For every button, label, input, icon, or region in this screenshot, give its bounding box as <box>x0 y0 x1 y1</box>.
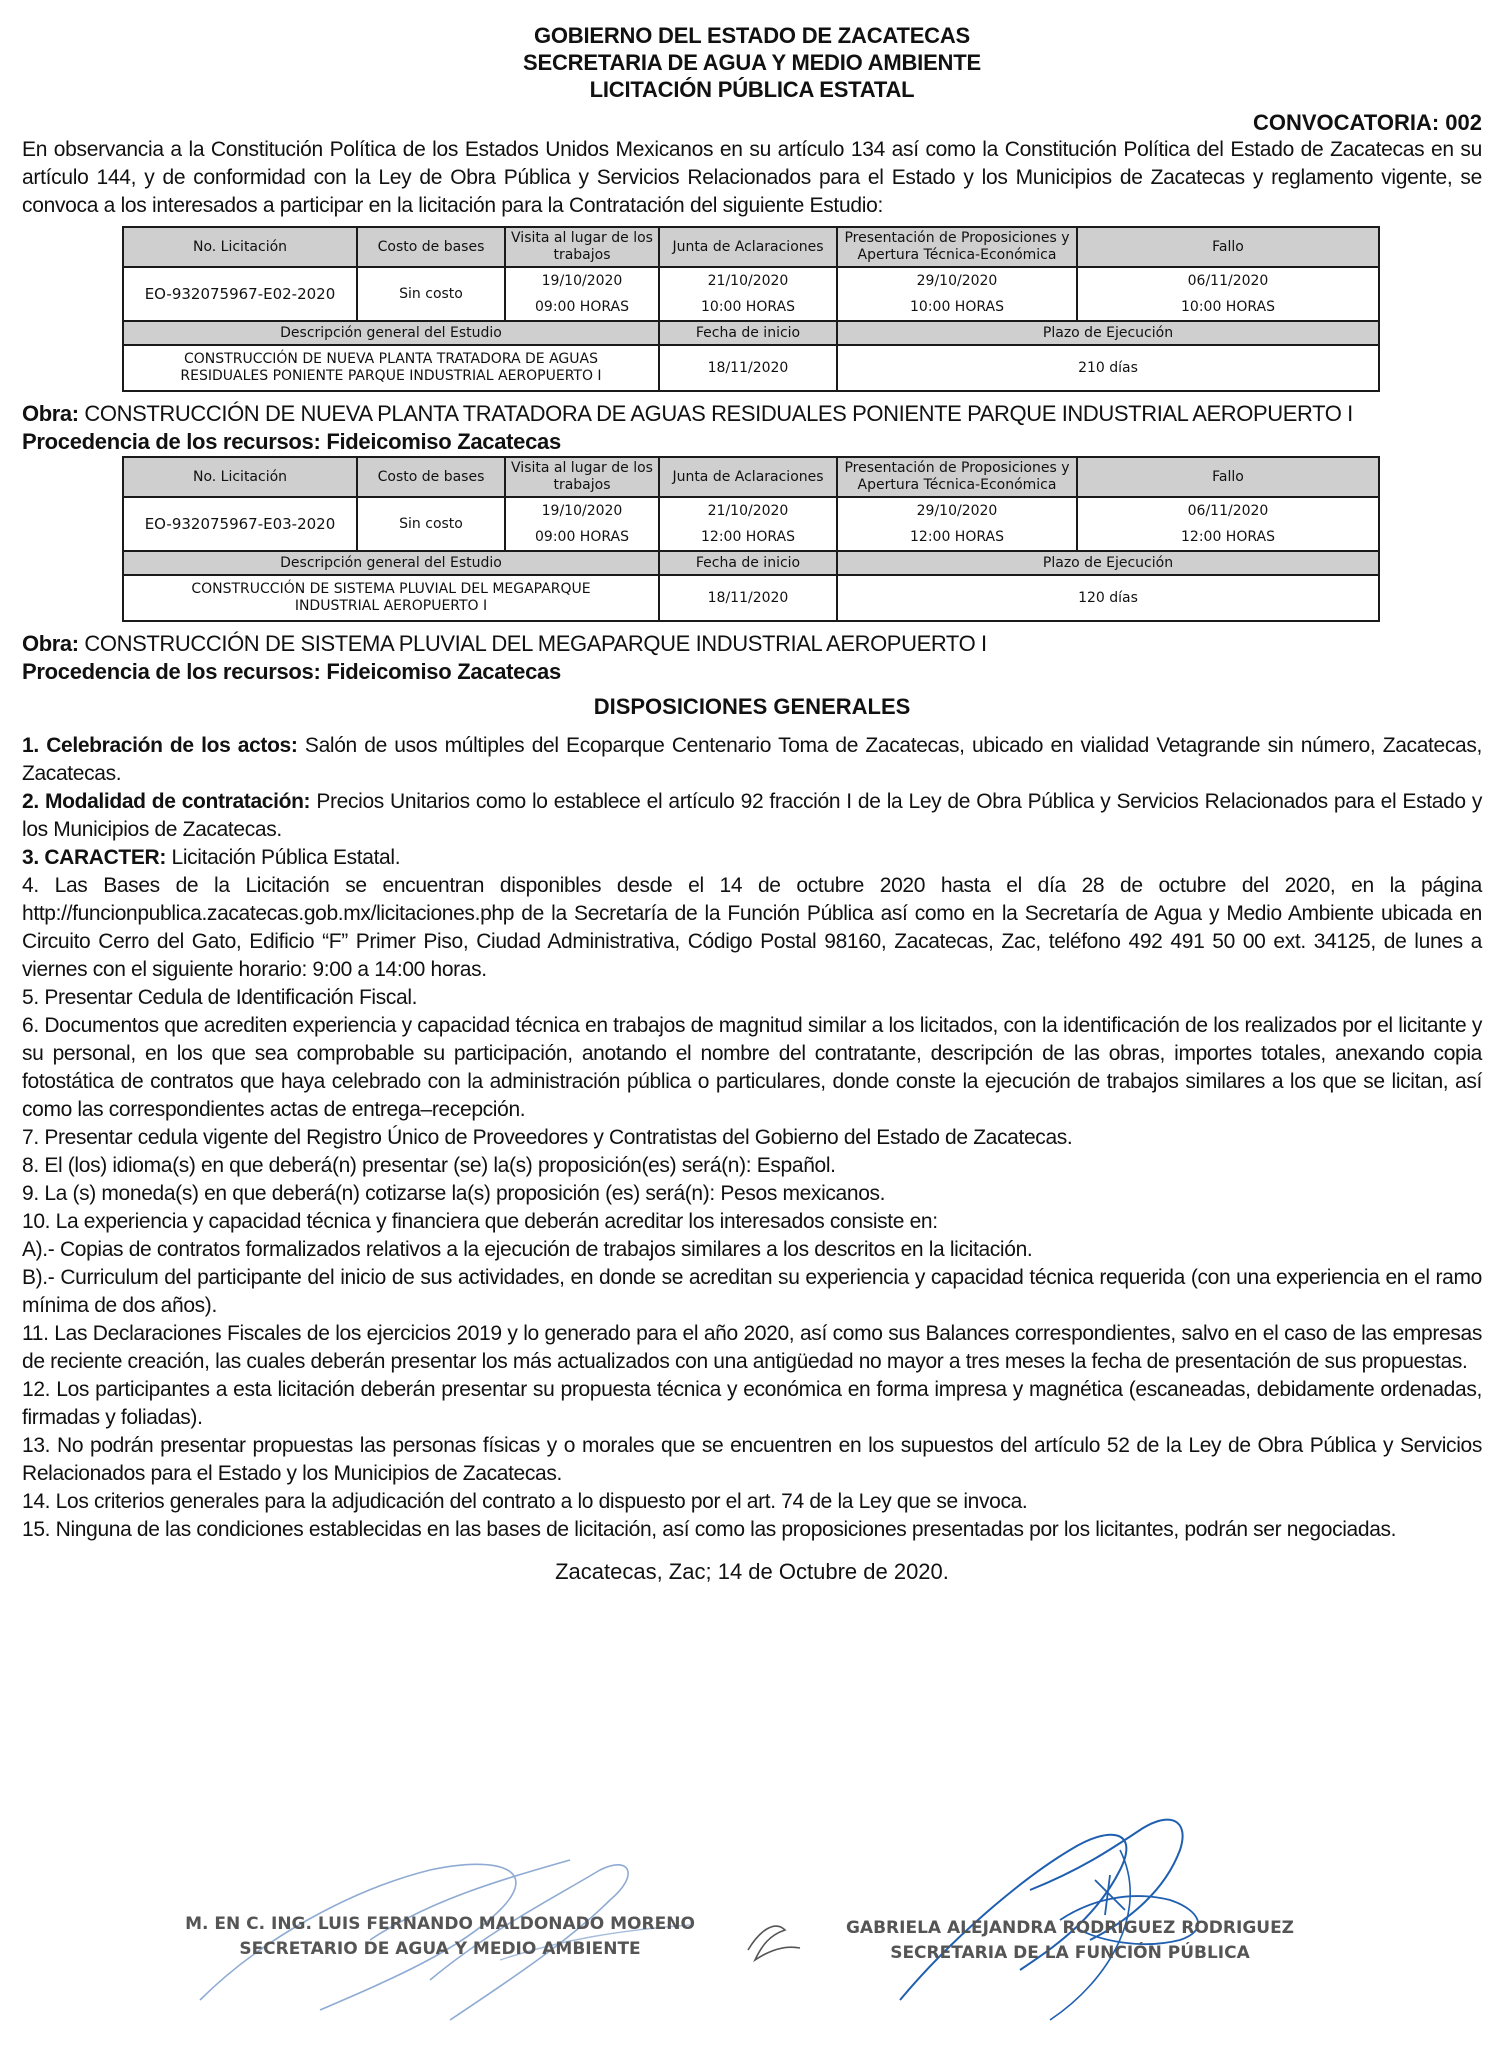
licitacion-table-1 <box>122 226 1380 392</box>
item-text: Ninguna de las condiciones establecidas en las bases de licitación, así como las proposiciones presentadas por los licitantes, podrán ser negociadas. <box>55 1518 1397 1541</box>
item-number: 12. <box>22 1378 51 1401</box>
header-no-licitacion: No. Licitación <box>123 457 357 497</box>
item-number: 3. <box>22 846 39 869</box>
item-number: 4. <box>22 874 39 897</box>
item-number: 11. <box>22 1322 49 1345</box>
item-text: La experiencia y capacidad técnica y financiera que deberán acreditar los interesados consiste en: <box>55 1210 938 1233</box>
presentacion-fecha: 29/10/2020 <box>837 267 1077 294</box>
signer-role-left: SECRETARIO DE AGUA Y MEDIO AMBIENTE <box>239 1939 641 1959</box>
disposicion-item <box>22 1124 1482 1152</box>
item-heading: Modalidad de contratación: <box>44 790 311 813</box>
obra-label: Obra: <box>22 631 79 656</box>
junta-fecha: 21/10/2020 <box>659 497 837 524</box>
document-page <box>22 22 1482 1586</box>
item-number: 5. <box>22 986 39 1009</box>
secretaria-heading: SECRETARIA DE AGUA Y MEDIO AMBIENTE <box>523 50 981 75</box>
fecha-inicio-value: 18/11/2020 <box>659 345 837 391</box>
item-text: Los participantes a esta licitación deberán presentar su propuesta técnica y económica en forma impresa y magnética (escaneadas, debidamente ordenadas, firmadas y foliadas). <box>22 1378 1482 1429</box>
item-number: 13. <box>22 1434 51 1457</box>
presentacion-fecha: 29/10/2020 <box>837 497 1077 524</box>
item-text: Presentar cedula vigente del Registro Único de Proveedores y Contratistas del Gobierno del Estado de Zacatecas. <box>44 1126 1073 1149</box>
government-heading: GOBIERNO DEL ESTADO DE ZACATECAS <box>533 23 971 48</box>
item-text: La (s) moneda(s) en que deberá(n) cotizarse la(s) proposición (es) será(n): Pesos mexicanos. <box>44 1182 886 1205</box>
header-costo: Costo de bases <box>357 227 505 267</box>
item-text: Copias de contratos formalizados relativos a la ejecución de trabajos similares a los descritos en la licitación. <box>59 1238 1033 1261</box>
signer-name-left: M. EN C. ING. LUIS FERNANDO MALDONADO MORENO <box>185 1914 695 1934</box>
disposicion-item <box>22 1012 1482 1124</box>
item-text: Las Declaraciones Fiscales de los ejercicios 2019 y lo generado para el año 2020, así como sus Balances correspondientes, salvo en el caso de las empresas de reciente creación, las cuales deberán presentar los más actualizados con una antigüedad no mayor a tres meses la fecha de presentación de sus propuestas. <box>22 1322 1482 1373</box>
fallo-fecha: 06/11/2020 <box>1077 267 1379 294</box>
obra-line-2 <box>22 630 1482 658</box>
header-presentacion: Presentación de Proposiciones y Apertura Técnica-Económica <box>837 457 1077 497</box>
place-date: Zacatecas, Zac; 14 de Octubre de 2020. <box>555 1559 949 1584</box>
disposicion-item <box>22 1488 1482 1516</box>
visita-fecha: 19/10/2020 <box>505 267 659 294</box>
disposicion-item <box>22 788 1482 844</box>
header-descripcion: Descripción general del Estudio <box>123 551 659 575</box>
intro-paragraph: En observancia a la Constitución Política de los Estados Unidos Mexicanos en su artículo 134 así como la Constitución Política del Estado de Zacatecas en su artículo 144, y de conformidad con la Ley de Obra Pública y Servicios Relacionados para el Estado y los Municipios de Zacatecas y reglamento vigente, se convoca a los interesados a participar en la licitación para la Contratación del siguiente Estudio: <box>22 138 1482 217</box>
header-presentacion: Presentación de Proposiciones y Apertura Técnica-Económica <box>837 227 1077 267</box>
item-text: Licitación Pública Estatal. <box>171 846 401 869</box>
visita-fecha: 19/10/2020 <box>505 497 659 524</box>
disposicion-item <box>22 1236 1482 1264</box>
item-text: Curriculum del participante del inicio de sus actividades, en donde se acreditan su experiencia y capacidad técnica requerida (con una experiencia en el ramo mínima de dos años). <box>22 1266 1482 1317</box>
convocatoria-number: CONVOCATORIA: 002 <box>1252 110 1482 135</box>
junta-hora: 10:00 HORAS <box>659 294 837 321</box>
obra-text: CONSTRUCCIÓN DE NUEVA PLANTA TRATADORA DE AGUAS RESIDUALES PONIENTE PARQUE INDUSTRIAL AEROPUERTO I <box>84 401 1353 426</box>
signer-name-right: GABRIELA ALEJANDRA RODRIGUEZ RODRIGUEZ <box>845 1918 1295 1938</box>
item-number: 15. <box>22 1518 51 1541</box>
header-visita: Visita al lugar de los trabajos <box>505 227 659 267</box>
disposicion-item <box>22 872 1482 984</box>
fallo-hora: 12:00 HORAS <box>1077 524 1379 551</box>
header-fecha-inicio: Fecha de inicio <box>659 551 837 575</box>
item-text: Presentar Cedula de Identificación Fiscal. <box>44 986 418 1009</box>
fallo-hora: 10:00 HORAS <box>1077 294 1379 321</box>
disposiciones-title: DISPOSICIONES GENERALES <box>593 694 911 719</box>
item-number: 1. <box>22 734 39 757</box>
obra-line-1 <box>22 400 1482 428</box>
header-junta: Junta de Aclaraciones <box>659 227 837 267</box>
licitacion-number: EO-932075967-E03-2020 <box>123 497 357 551</box>
signature-right-image <box>880 1790 1300 2030</box>
presentacion-hora: 10:00 HORAS <box>837 294 1077 321</box>
header-descripcion: Descripción general del Estudio <box>123 321 659 345</box>
licitacion-table-2 <box>122 456 1380 622</box>
item-text: Los criterios generales para la adjudicación del contrato a lo dispuesto por el art. 74 de la Ley que se invoca. <box>55 1490 1028 1513</box>
disposicion-item <box>22 732 1482 788</box>
item-number: 14. <box>22 1490 51 1513</box>
header-junta: Junta de Aclaraciones <box>659 457 837 497</box>
item-text: Documentos que acrediten experiencia y capacidad técnica en trabajos de magnitud similar a los licitados, con la identificación de los realizados por el licitante y su personal, en los que sea comprobable su participación, anotando el nombre del contratante, descripción de las obras, importes totales, anexando copia fotostática de contratos que haya celebrado con la administración pública o particulares, donde conste la ejecución de trabajos similares a los que se licitan, así como las correspondientes actas de entrega–recepción. <box>22 1014 1482 1121</box>
visita-hora: 09:00 HORAS <box>505 294 659 321</box>
disposicion-item <box>22 1516 1482 1544</box>
obra-label: Obra: <box>22 401 79 426</box>
junta-hora: 12:00 HORAS <box>659 524 837 551</box>
descripcion-value: CONSTRUCCIÓN DE SISTEMA PLUVIAL DEL MEGAPARQUE INDUSTRIAL AEROPUERTO I <box>123 575 659 621</box>
signature-center-mark <box>740 1910 810 1970</box>
header-fallo: Fallo <box>1077 227 1379 267</box>
signer-role-right: SECRETARIA DE LA FUNCIÓN PÚBLICA <box>890 1943 1250 1963</box>
obra-text: CONSTRUCCIÓN DE SISTEMA PLUVIAL DEL MEGAPARQUE INDUSTRIAL AEROPUERTO I <box>84 631 987 656</box>
disposicion-item <box>22 1264 1482 1320</box>
disposicion-item <box>22 1152 1482 1180</box>
disposicion-item <box>22 984 1482 1012</box>
item-number: 2. <box>22 790 39 813</box>
visita-hora: 09:00 HORAS <box>505 524 659 551</box>
item-text: Precios Unitarios como lo establece el artículo 92 fracción I de la Ley de Obra Pública y Servicios Relacionados para el Estado y los Municipios de Zacatecas. <box>22 790 1482 841</box>
item-heading: CARACTER: <box>44 846 166 869</box>
item-text: Las Bases de la Licitación se encuentran disponibles desde el 14 de octubre 2020 hasta el día 28 de octubre del 2020, en la página http://funcionpublica.zacatecas.gob.mx/licitaciones.php de la Secretaría de la Función Pública así como en la Secretaría de Agua y Medio Ambiente ubicada en Circuito Cerro del Gato, Edificio “F” Primer Piso, Ciudad Administrativa, Código Postal 98160, Zacatecas, Zac, teléfono 492 491 50 00 ext. 34125, de lunes a viernes con el siguiente horario: 9:00 a 14:00 horas. <box>22 874 1482 981</box>
disposiciones-list <box>22 732 1482 1544</box>
procedencia-1: Procedencia de los recursos: Fideicomiso Zacatecas <box>22 429 561 454</box>
disposicion-item <box>22 1180 1482 1208</box>
header-fecha-inicio: Fecha de inicio <box>659 321 837 345</box>
item-number: B).- <box>22 1266 55 1289</box>
header-plazo: Plazo de Ejecución <box>837 551 1379 575</box>
descripcion-value: CONSTRUCCIÓN DE NUEVA PLANTA TRATADORA DE AGUAS RESIDUALES PONIENTE PARQUE INDUSTRIAL AEROPUERTO I <box>123 345 659 391</box>
disposicion-item <box>22 1376 1482 1432</box>
costo-value: Sin costo <box>357 497 505 551</box>
item-number: 6. <box>22 1014 39 1037</box>
procedencia-2: Procedencia de los recursos: Fideicomiso Zacatecas <box>22 659 561 684</box>
plazo-value: 120 días <box>837 575 1379 621</box>
header-visita: Visita al lugar de los trabajos <box>505 457 659 497</box>
fallo-fecha: 06/11/2020 <box>1077 497 1379 524</box>
disposicion-item <box>22 1432 1482 1488</box>
fecha-inicio-value: 18/11/2020 <box>659 575 837 621</box>
item-number: 7. <box>22 1126 39 1149</box>
item-heading: Celebración de los actos: <box>46 734 298 757</box>
item-number: A).- <box>22 1238 55 1261</box>
item-text: Salón de usos múltiples del Ecoparque Centenario Toma de Zacatecas, ubicado en vialidad Vetagrande sin número, Zacatecas, Zacatecas. <box>22 734 1482 785</box>
disposicion-item <box>22 1320 1482 1376</box>
header-fallo: Fallo <box>1077 457 1379 497</box>
presentacion-hora: 12:00 HORAS <box>837 524 1077 551</box>
licitacion-number: EO-932075967-E02-2020 <box>123 267 357 321</box>
disposicion-item <box>22 844 1482 872</box>
plazo-value: 210 días <box>837 345 1379 391</box>
item-number: 8. <box>22 1154 39 1177</box>
header-plazo: Plazo de Ejecución <box>837 321 1379 345</box>
licitacion-heading: LICITACIÓN PÚBLICA ESTATAL <box>589 77 915 102</box>
header-costo: Costo de bases <box>357 457 505 497</box>
item-number: 10. <box>22 1210 51 1233</box>
signature-block-left <box>160 1912 720 1962</box>
header-no-licitacion: No. Licitación <box>123 227 357 267</box>
signature-block-right <box>820 1916 1320 1966</box>
disposicion-item <box>22 1208 1482 1236</box>
item-text: El (los) idioma(s) en que deberá(n) presentar (se) la(s) proposición(es) será(n): Español. <box>44 1154 836 1177</box>
item-number: 9. <box>22 1182 39 1205</box>
item-text: No podrán presentar propuestas las personas físicas y o morales que se encuentren en los supuestos del artículo 52 de la Ley de Obra Pública y Servicios Relacionados para el Estado y los Municipios de Zacatecas. <box>22 1434 1482 1485</box>
costo-value: Sin costo <box>357 267 505 321</box>
junta-fecha: 21/10/2020 <box>659 267 837 294</box>
